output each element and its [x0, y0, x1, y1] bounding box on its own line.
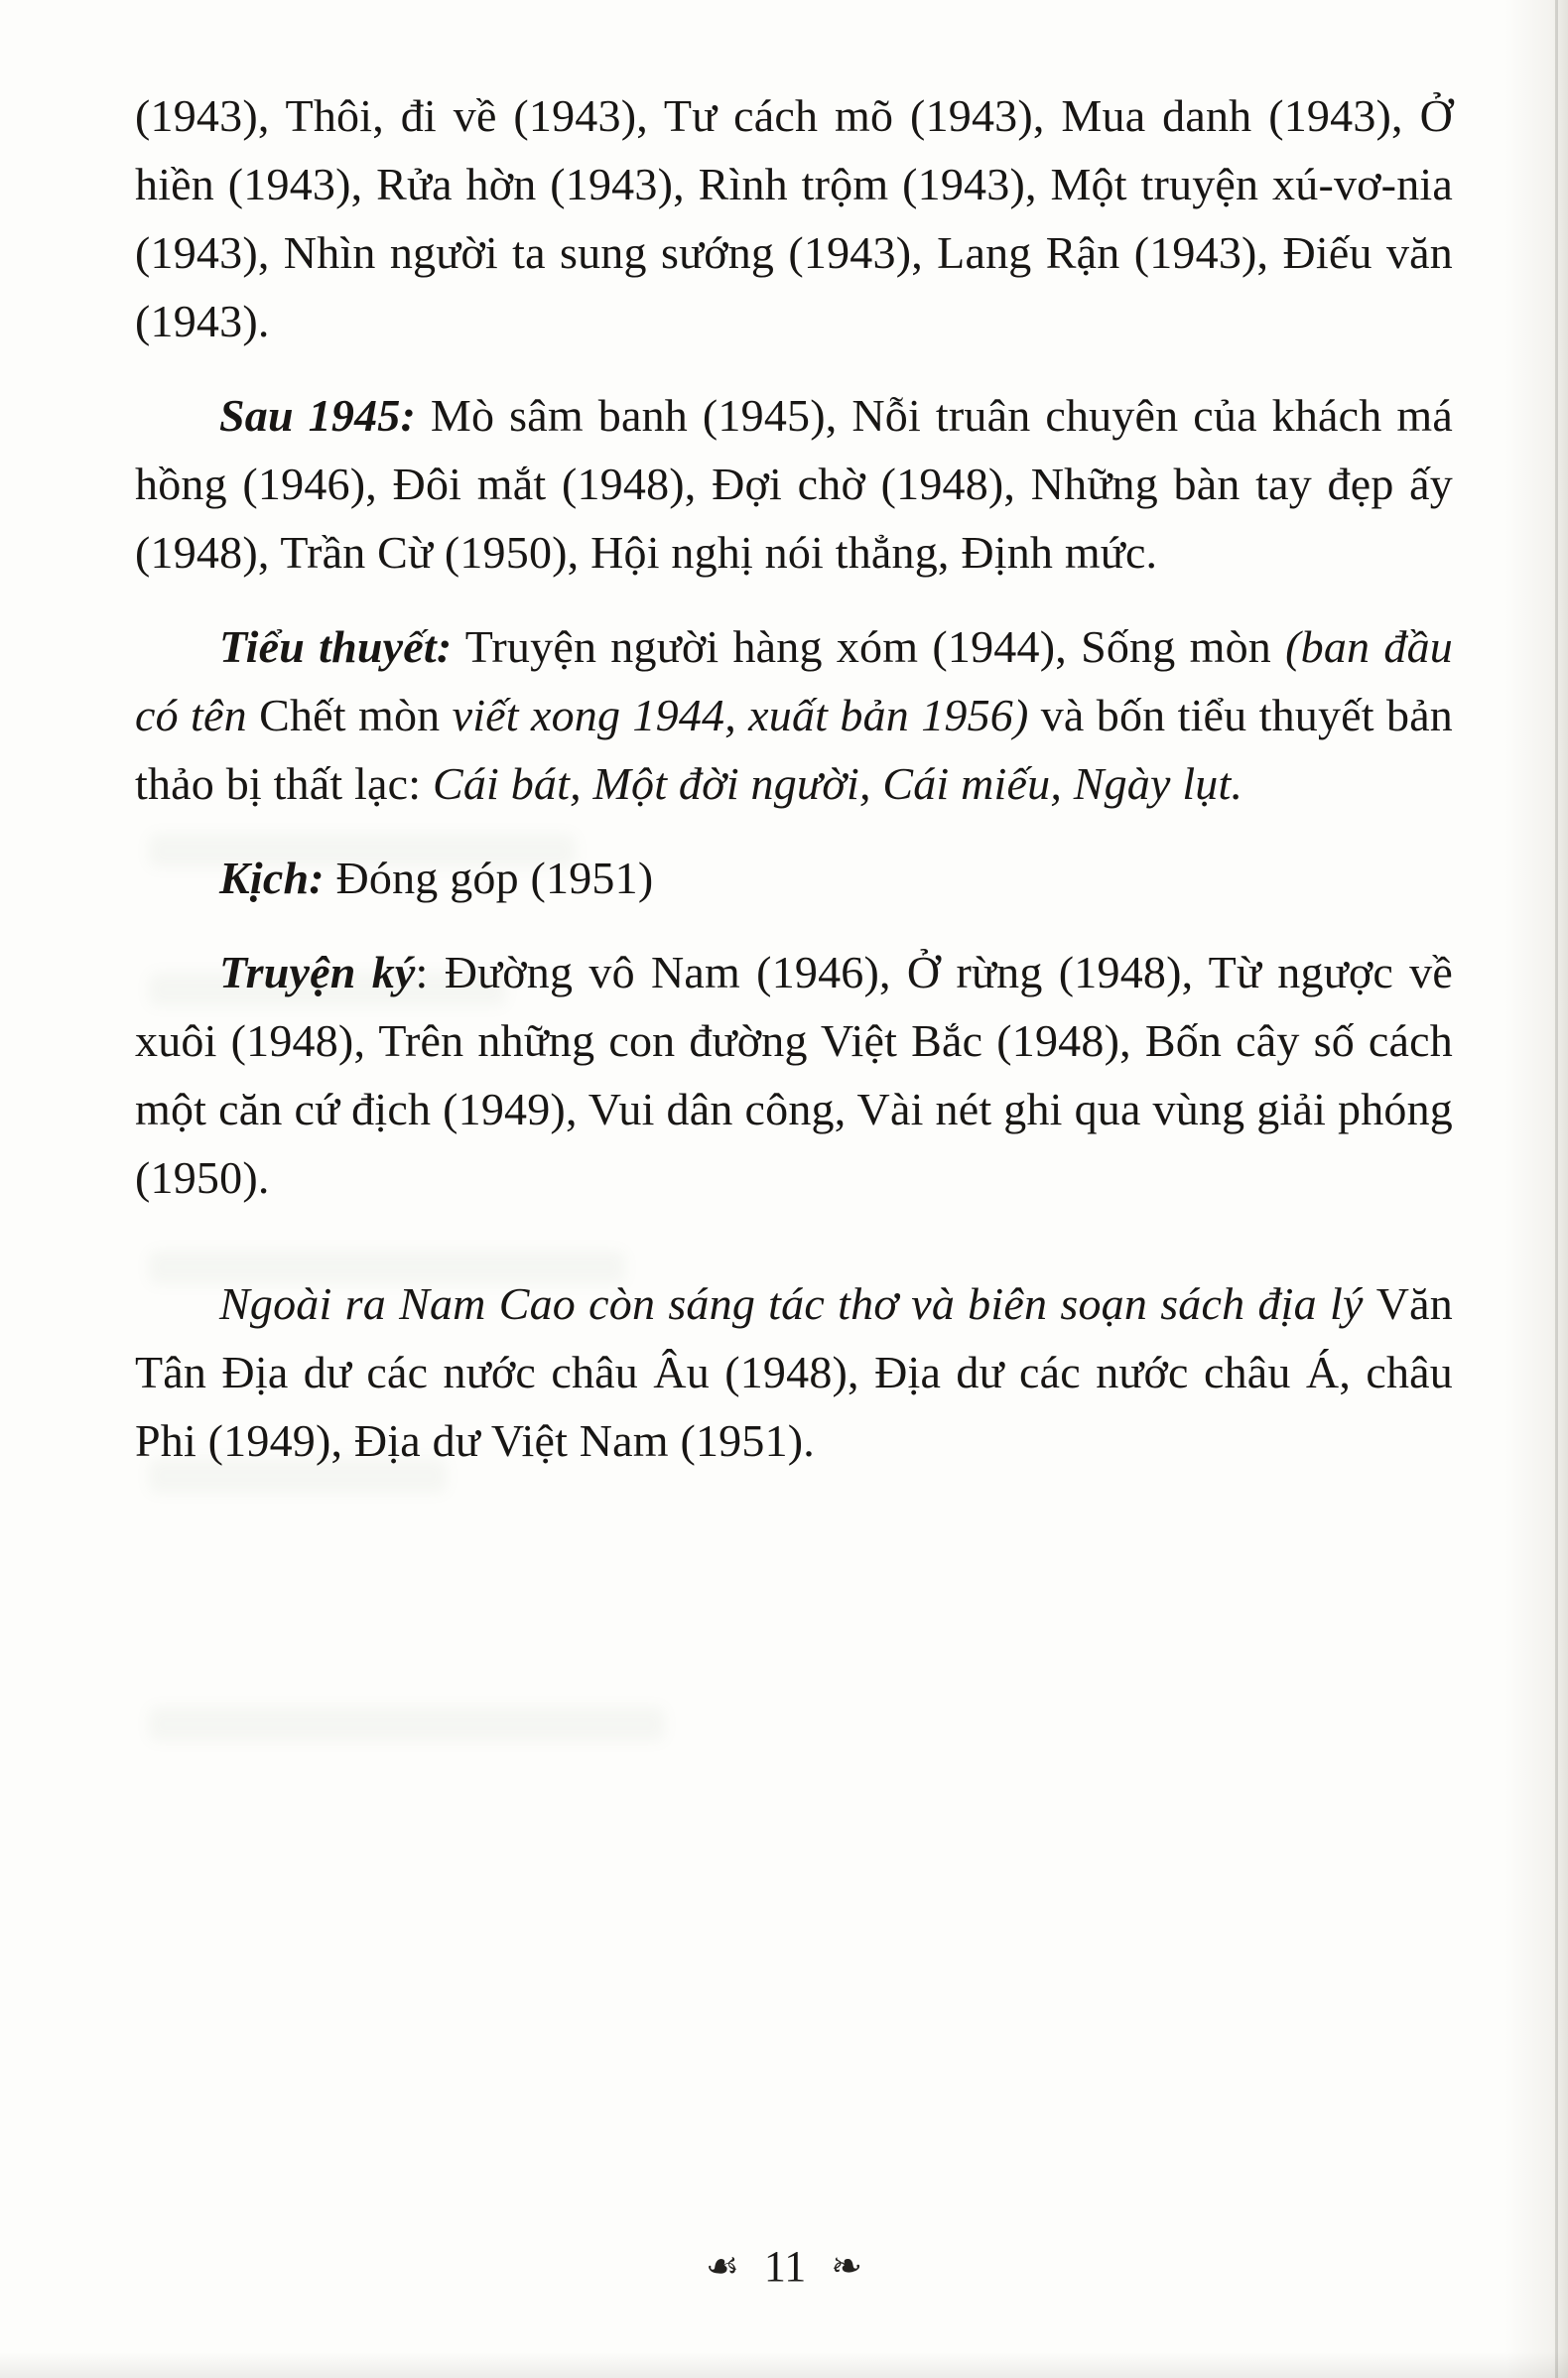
floral-ornament-right-icon: ❧ [831, 2244, 863, 2288]
text-run: (1943), Thôi, đi về (1943), Tư cách mõ (1943), Mua danh (1943), Ở hiền (1943), Rửa hờn (1943), Rình trộm (1943), Một truyện xú-vơ-nia (1943), Nhìn người ta sung sướng (1943), Lang Rận (1943), Điếu văn (1943). [135, 90, 1453, 346]
text-run: Kịch: [219, 853, 325, 903]
text-run: Ngoài ra Nam Cao còn sáng tác thơ và biên soạn sách địa lý [219, 1278, 1376, 1329]
floral-ornament-left-icon: ☙ [705, 2244, 739, 2288]
page-footer [0, 2241, 1568, 2292]
text-run: Truyện người hàng xóm (1944), Sống mòn [452, 621, 1286, 672]
paragraph-works-after-1945 [135, 381, 1453, 587]
text-run: (ban đầu có tên [135, 621, 1454, 740]
text-run: : Đường vô Nam (1946), Ở rừng (1948), Từ ngược về xuôi (1948), Trên những con đường Việt Bắc (1948), Bốn cây số cách một căn cứ địch (1949), Vui dân công, Vài nét ghi qua vùng giải phóng (1950). [135, 947, 1453, 1203]
paragraph-reportage [135, 938, 1453, 1212]
text-run: Sau 1945: [219, 390, 417, 441]
text-run: Cái bát, Một đời người, Cái miếu, Ngày lụt. [432, 758, 1243, 809]
paragraph-plays [135, 844, 1453, 912]
text-block [135, 81, 1453, 1501]
text-run: Văn Tân Địa dư các nước châu Âu (1948), Địa dư các nước châu Á, châu Phi (1949), Địa dư Việt Nam (1951). [135, 1278, 1453, 1466]
text-run: Mò sâm banh (1945), Nỗi truân chuyên của khách má hồng (1946), Đôi mắt (1948), Đợi chờ (1948), Những bàn tay đẹp ấy (1948), Trần Cừ (1950), Hội nghị nói thẳng, Định mức. [135, 390, 1453, 578]
text-run: Chết mòn [259, 690, 453, 740]
page-bottom-shadow [0, 2352, 1568, 2378]
bleed-through-artifact [149, 1707, 665, 1741]
page-number: 11 [763, 2242, 807, 2291]
paragraph-novels [135, 612, 1453, 818]
text-run: Đóng góp (1951) [324, 853, 654, 903]
page-edge-line [1555, 0, 1558, 2378]
text-run: Truyện ký [219, 947, 416, 997]
paragraph-other-works [135, 1269, 1453, 1475]
text-run: Tiểu thuyết: [219, 621, 453, 672]
text-run: và bốn tiểu thuyết bản thảo bị thất lạc: [135, 690, 1454, 809]
text-run: viết xong 1944, xuất bản 1956) [452, 690, 1029, 740]
paragraph-works-1943-continued [135, 81, 1453, 355]
